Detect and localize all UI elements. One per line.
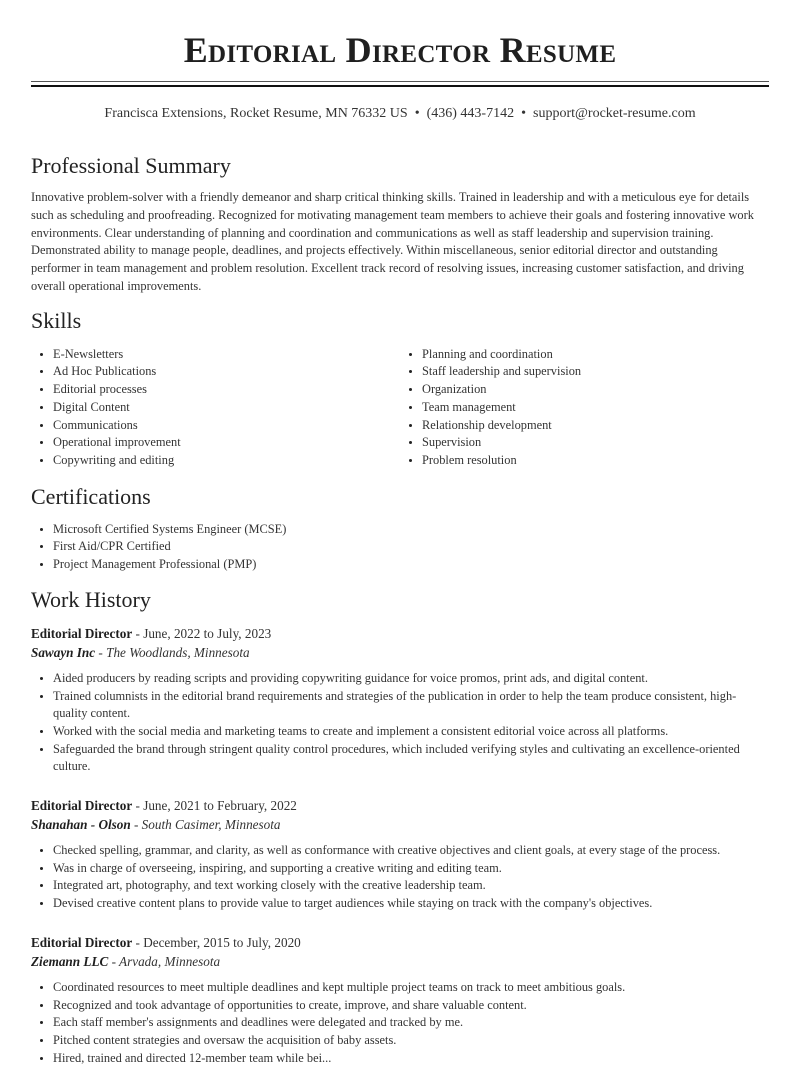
job-title-line xyxy=(31,624,769,643)
skills-grid xyxy=(31,346,769,470)
skill-item: • Editorial processes xyxy=(53,381,400,399)
job-bullet: • Checked spelling, grammar, and clarity, as well as conformance with creative objectives and client goals, at every stage of the process. xyxy=(53,842,769,860)
job-bullet: • Hired, trained and directed 12-member team while bei... xyxy=(53,1050,769,1068)
company-name: Ziemann LLC xyxy=(31,953,109,969)
skill-item: • Team management xyxy=(422,399,769,417)
section-heading: Work History xyxy=(31,586,151,612)
skill-item: • Planning and coordination xyxy=(422,346,769,364)
job-dates: - June, 2022 to July, 2023 xyxy=(132,625,272,641)
company-name: Sawayn Inc xyxy=(31,644,96,660)
job-bullet: • Was in charge of overseeing, inspiring, and supporting a creative writing and editing team. xyxy=(53,860,769,878)
job-bullet: • Aided producers by reading scripts and providing copywriting guidance for voice promos, print ads, and digital content. xyxy=(53,670,769,688)
job-bullets xyxy=(31,842,769,913)
job-title-line xyxy=(31,796,769,815)
contact-email-link[interactable]: support@rocket-resume.com xyxy=(533,106,696,121)
skills-list-right xyxy=(400,346,769,470)
skill-item: • Staff leadership and supervision xyxy=(422,363,769,381)
section-heading: Skills xyxy=(31,307,82,333)
certifications-section xyxy=(31,483,769,574)
job-dates: - December, 2015 to July, 2020 xyxy=(132,934,301,950)
job-title: Editorial Director xyxy=(31,934,133,950)
job-entry xyxy=(31,933,769,1068)
skill-item: • Ad Hoc Publications xyxy=(53,363,400,381)
certification-item: • Project Management Professional (PMP) xyxy=(53,556,769,574)
job-entry xyxy=(31,796,769,913)
skill-item: • Problem resolution xyxy=(422,452,769,470)
work-history-section xyxy=(31,586,769,1068)
job-bullet: • Worked with the social media and marketing teams to create and implement a consistent editorial voice across all platforms. xyxy=(53,723,769,741)
job-title: Editorial Director xyxy=(31,798,133,814)
header-divider xyxy=(31,81,769,87)
job-bullet: • Trained columnists in the editorial brand requirements and strategies of the publication in order to help the team produce consistent, high-quality content. xyxy=(53,688,769,723)
skill-item: • Communications xyxy=(53,417,400,435)
contact-line xyxy=(31,105,769,123)
contact-phone: (436) 443-7142 xyxy=(426,106,515,121)
job-bullets xyxy=(31,670,769,776)
section-heading: Certifications xyxy=(31,483,151,509)
summary-text: Innovative problem-solver with a friendly demeanor and sharp critical thinking skills. Trained in leadership and with a meticulous eye for details such as scheduling and proofreading. Recognized for motivating management team members to achieve their goals and fostering innovative work environments. Clear understanding of planning and coordination and communications as well as staff leadership and supervision training. Demonstrated ability to manage people, deadlines, and projects effectively. Within miscellaneous, senior editorial director and outstanding performer in team management and problem resolution. Excellent track record of resolving issues, increasing customer satisfaction, and driving overall operational improvements. xyxy=(31,190,754,293)
page-title: Editorial Director Resume xyxy=(183,30,617,70)
skills-section xyxy=(31,307,769,470)
company-line xyxy=(31,815,769,834)
company-name: Shanahan - Olson xyxy=(31,817,131,833)
job-bullets xyxy=(31,979,769,1068)
job-bullet: • Devised creative content plans to provide value to target audiences while staying on track with the company's objectives. xyxy=(53,895,769,913)
section-heading: Professional Summary xyxy=(31,153,231,178)
divider-thin-line xyxy=(31,81,769,82)
contact-address: Francisca Extensions, Rocket Resume, MN 76332 US xyxy=(104,106,408,121)
company-location: - Arvada, Minnesota xyxy=(108,953,221,969)
certification-item: • First Aid/CPR Certified xyxy=(53,538,769,556)
skill-item: • Digital Content xyxy=(53,399,400,417)
job-title-line xyxy=(31,933,769,952)
skill-item: • Copywriting and editing xyxy=(53,452,400,470)
company-location: - The Woodlands, Minnesota xyxy=(95,644,250,660)
job-entry xyxy=(31,624,769,776)
skills-list-left xyxy=(31,346,400,470)
certifications-list xyxy=(31,521,769,574)
company-line xyxy=(31,952,769,971)
skill-item: • Supervision xyxy=(422,434,769,452)
divider-thick-line xyxy=(31,85,769,87)
job-bullet: • Each staff member's assignments and deadlines were delegated and tracked by me. xyxy=(53,1014,769,1032)
company-line xyxy=(31,643,769,662)
skill-item: • E-Newsletters xyxy=(53,346,400,364)
job-bullet: • Recognized and took advantage of opportunities to create, improve, and share valuable content. xyxy=(53,997,769,1015)
job-title: Editorial Director xyxy=(31,625,133,641)
skill-item: • Organization xyxy=(422,381,769,399)
bullet-separator: • xyxy=(414,106,420,121)
job-dates: - June, 2021 to February, 2022 xyxy=(132,798,297,814)
skill-item: • Relationship development xyxy=(422,417,769,435)
professional-summary-section xyxy=(31,152,769,296)
job-bullet: • Coordinated resources to meet multiple deadlines and kept multiple project teams on track to meet ambitious goals. xyxy=(53,979,769,997)
company-location: - South Casimer, Minnesota xyxy=(130,817,281,833)
job-bullet: • Pitched content strategies and oversaw the acquisition of baby assets. xyxy=(53,1032,769,1050)
job-bullet: • Safeguarded the brand through stringent quality control procedures, which included verifying styles and cultivating an excellence-oriented culture. xyxy=(53,741,769,776)
certification-item: • Microsoft Certified Systems Engineer (MCSE) xyxy=(53,521,769,539)
job-bullet: • Integrated art, photography, and text working closely with the creative leadership team. xyxy=(53,877,769,895)
skill-item: • Operational improvement xyxy=(53,434,400,452)
bullet-separator: • xyxy=(521,106,527,121)
